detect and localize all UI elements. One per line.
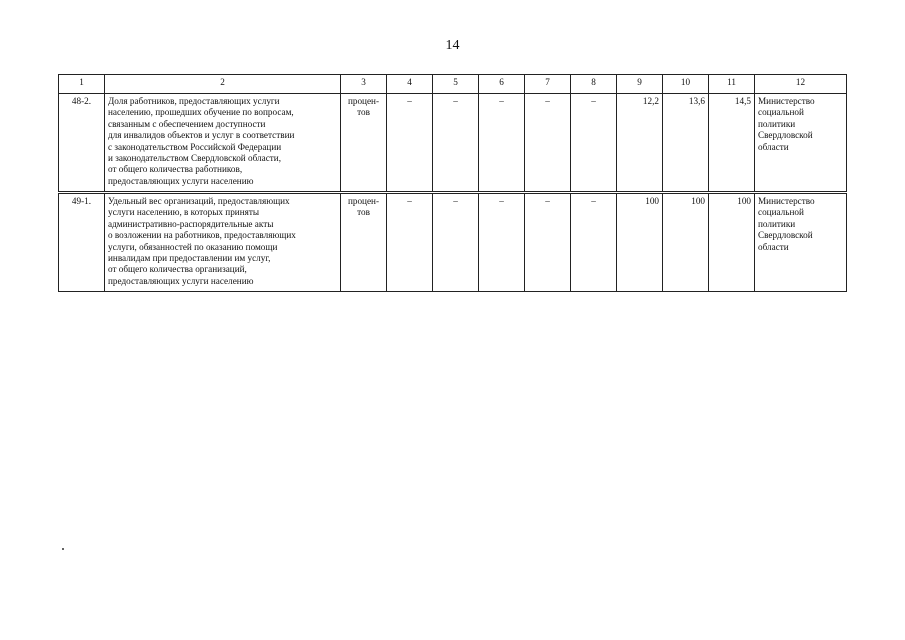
table-header-row [59, 75, 847, 94]
column-header: 9 [617, 75, 663, 94]
value-cell-7: – [525, 193, 571, 292]
indicators-table [58, 74, 847, 292]
value-cell-11: 14,5 [709, 94, 755, 193]
value-cell-4: – [387, 193, 433, 292]
value-cell-5: – [433, 193, 479, 292]
page-number: 14 [445, 38, 460, 53]
column-header: 11 [709, 75, 755, 94]
column-header: 5 [433, 75, 479, 94]
indicator-description: Удельный вес организаций, предоставляющих услуги населению, в которых приняты административно-распорядительные акты о возложении на работников, предоставляющих услуги, обязанностей по оказанию помощи инвалидам при предоставлении им услуг, от общего количества организаций, предоставляющих услуги населению [105, 193, 341, 292]
value-cell-8: – [571, 94, 617, 193]
value-cell-4: – [387, 94, 433, 193]
responsible-executor: Министерство социальной политики Свердловской области [755, 193, 847, 292]
column-header: 7 [525, 75, 571, 94]
value-cell-10: 100 [663, 193, 709, 292]
indicator-description: Доля работников, предоставляющих услуги населению, прошедших обучение по вопросам, связанным с обеспечением доступности для инвалидов объектов и услуг в соответствии с законодательством Российской Федерации и законодательством Свердловской области, от общего количества работников, предоставляющих услуги населению [105, 94, 341, 193]
column-header: 6 [479, 75, 525, 94]
value-cell-10: 13,6 [663, 94, 709, 193]
column-header: 12 [755, 75, 847, 94]
value-cell-11: 100 [709, 193, 755, 292]
column-header: 3 [341, 75, 387, 94]
scan-speck [62, 548, 64, 550]
value-cell-8: – [571, 193, 617, 292]
value-cell-9: 100 [617, 193, 663, 292]
unit-cell: процен- тов [341, 94, 387, 193]
table-row [59, 193, 847, 292]
column-header: 8 [571, 75, 617, 94]
column-header: 4 [387, 75, 433, 94]
column-header: 10 [663, 75, 709, 94]
value-cell-6: – [479, 94, 525, 193]
unit-cell: процен- тов [341, 193, 387, 292]
responsible-executor: Министерство социальной политики Свердловской области [755, 94, 847, 193]
table-row [59, 94, 847, 193]
column-header: 1 [59, 75, 105, 94]
value-cell-9: 12,2 [617, 94, 663, 193]
row-number: 49-1. [59, 193, 105, 292]
value-cell-5: – [433, 94, 479, 193]
column-header: 2 [105, 75, 341, 94]
value-cell-6: – [479, 193, 525, 292]
value-cell-7: – [525, 94, 571, 193]
row-number: 48-2. [59, 94, 105, 193]
